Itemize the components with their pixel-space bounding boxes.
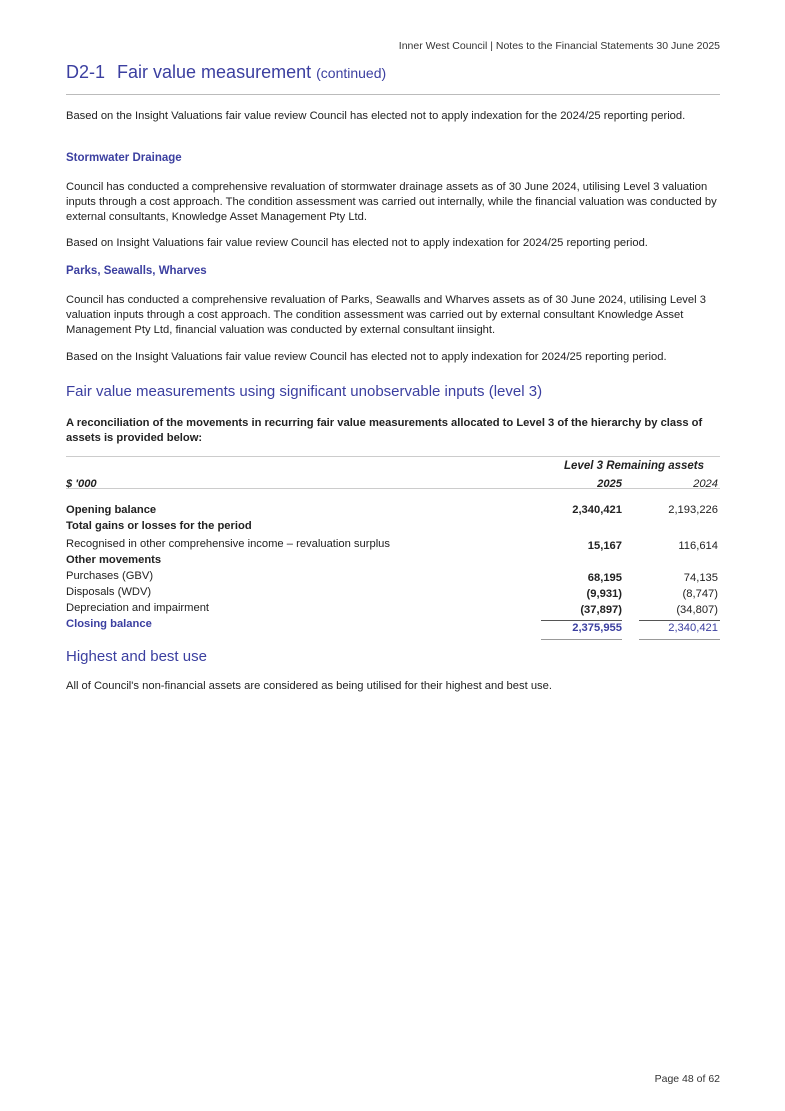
row-value-2025: 15,167 (587, 540, 622, 552)
paragraph-highest-best-use: All of Council's non-financial assets are considered as being utilised for their highest and best use. (66, 680, 552, 692)
level3-intro: A reconciliation of the movements in recurring fair value measurements allocated to Level 3 of the hierarchy by class of assets is provided below: (66, 417, 703, 444)
page-header: Inner West Council | Notes to the Financial Statements 30 June 2025 (398, 40, 720, 52)
section-continued: (continued) (316, 65, 387, 81)
table-row (66, 520, 720, 536)
row-label: Opening balance (66, 504, 157, 516)
total-rule-2024 (639, 639, 720, 640)
table-col-2024-header: 2024 (693, 478, 718, 490)
table-col-2025-header: 2025 (597, 478, 622, 490)
title-divider (66, 94, 720, 95)
row-value-2025: 2,340,421 (572, 504, 622, 516)
table-top-rule (66, 456, 720, 457)
row-label: Total gains or losses for the period (66, 520, 252, 532)
row-value-2024: 2,340,421 (668, 622, 718, 634)
table-row (66, 602, 720, 618)
row-label: Depreciation and impairment (66, 602, 210, 614)
section-number: D2-1 (66, 62, 106, 82)
table-unit-header: $ '000 (66, 478, 97, 490)
table-row (66, 618, 720, 634)
table-row (66, 538, 720, 554)
row-value-2025: 2,375,955 (572, 622, 622, 634)
table-row (66, 504, 720, 520)
table-row (66, 586, 720, 602)
section-title-text: Fair value measurement (117, 62, 312, 82)
paragraph-stormwater: Council has conducted a comprehensive revaluation of stormwater drainage assets as of 30 June 2024, utilising Level 3 valuation inputs through a cost approach. The condition assessment was carried out internally, while the financial valuation was conducted by external consultants, Knowledge Asset Management Pty Ltd. (66, 181, 717, 223)
row-value-2024: (34,807) (676, 604, 718, 616)
row-label: Disposals (WDV) (66, 586, 152, 598)
paragraph-stormwater-indexation: Based on Insight Valuations fair value review Council has elected not to apply indexation for 2024/25 reporting period. (66, 237, 648, 249)
row-value-2024: 116,614 (678, 540, 718, 552)
row-label: Closing balance (66, 618, 152, 630)
table-row (66, 570, 720, 586)
row-label: Purchases (GBV) (66, 570, 154, 582)
row-value-2025: (37,897) (580, 604, 622, 616)
row-value-2024: (8,747) (682, 588, 718, 600)
heading-parks: Parks, Seawalls, Wharves (66, 265, 207, 277)
page-number: Page 48 of 62 (654, 1073, 720, 1085)
paragraph-indexation: Based on the Insight Valuations fair value review Council has elected not to apply indexation for the 2024/25 reporting period. (66, 110, 686, 122)
paragraph-parks-indexation: Based on the Insight Valuations fair value review Council has elected not to apply indexation for 2024/25 reporting period. (66, 351, 667, 363)
table-header-rule (66, 488, 720, 489)
row-label: Other movements (66, 554, 162, 566)
row-value-2025: 68,195 (587, 572, 622, 584)
paragraph-parks: Council has conducted a comprehensive revaluation of Parks, Seawalls and Wharves assets as of 30 June 2024, utilising Level 3 valuation inputs through a cost approach. The condition assessment was carried out by external consultant Knowledge Asset Management Pty Ltd, financial valuation was conducted by external consultant iinsight. (66, 294, 706, 336)
heading-highest-best-use: Highest and best use (66, 648, 207, 665)
total-rule-2025 (541, 639, 622, 640)
row-value-2024: 2,193,226 (668, 504, 718, 516)
row-value-2024: 74,135 (683, 572, 718, 584)
heading-level3: Fair value measurements using significant unobservable inputs (level 3) (66, 383, 543, 400)
row-value-2025: (9,931) (586, 588, 622, 600)
table-group-header: Level 3 Remaining assets (564, 460, 704, 472)
heading-stormwater: Stormwater Drainage (66, 152, 182, 164)
table-row (66, 554, 720, 570)
section-title (66, 62, 386, 83)
row-label: Recognised in other comprehensive income – revaluation surplus (66, 538, 390, 550)
